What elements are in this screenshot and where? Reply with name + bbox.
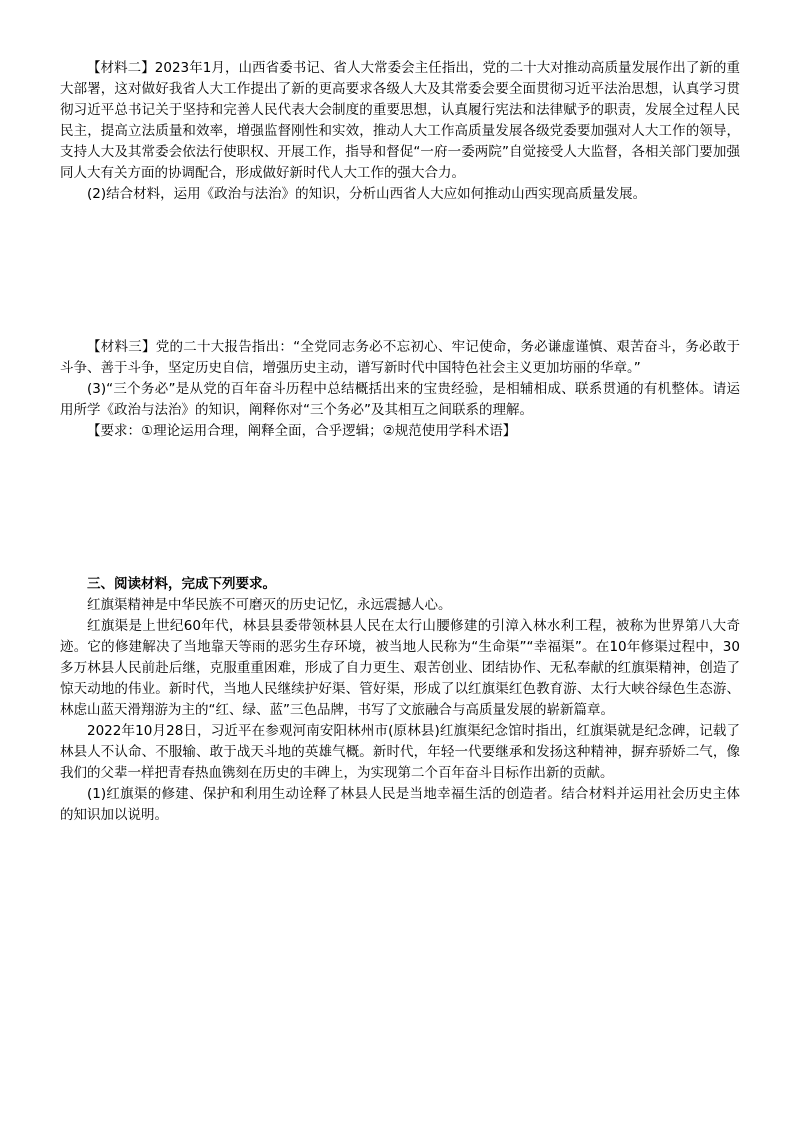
answer-space-2[interactable]: [60, 205, 740, 337]
material2-text: 【材料二】2023年1月，山西省委书记、省人大常委会主任指出，党的二十大对推动高质量发展作出了新的重大部署，这对做好我省人大工作提出了新的更高要求各级人大及其常委会要全面贯彻习近平法治思想，认真学习贯彻习近平总书记关于坚持和完善人民代表大会制度的重要思想，认真履行宪法和法律赋予的职责，发展全过程人民民主，提高立法质量和效率，增强监督刚性和实效，推动人大工作高质量发展各级党委要加强对人大工作的领导，支持人大及其常委会依法行使职权、开展工作，指导和督促“一府一委两院”自觉接受人大监督，各相关部门要加强同人大有关方面的协调配合，形成做好新时代人大工作的强大合力。: [60, 60, 740, 181]
section3-para1: 红旗渠精神是中华民族不可磨灭的历史记忆，永远震撼人心。: [87, 597, 452, 613]
material3-text: 【材料三】党的二十大报告指出：“全党同志务必不忘初心、牢记使命，务必谦虚谨慎、艰苦奋斗，务必敢于斗争、善于斗争，坚定历史自信，增强历史主动，谱写新时代中国特色社会主义更加坊丽的华章。”: [60, 339, 740, 376]
material3-requirement: 【要求：①理论运用合理，阐释全面，合乎逻辑；②规范使用学科术语】: [87, 423, 517, 439]
section3-para3: 2022年10月28日，习近平在参观河南安阳林州市(原林县)红旗渠纪念馆时指出，红旗渠就是纪念碑，记载了林县人不认命、不服输、敢于战天斗地的英雄气概。新时代，年轻一代要继承和发扬这种精神，摒弃骄娇二气，像我们的父辈一样把青春热血镌刻在历史的丰碑上，为实现第二个百年奋斗目标作出新的贡献。: [60, 723, 740, 781]
section3-para2: 红旗渠是上世纪60年代，林县县委带领林县人民在太行山腰修建的引漳入林水利工程，被称为世界第八大奇迹。它的修建解决了当地靠天等雨的恶劣生存环境，被当地人民称为“生命渠”“幸福渠”。在10年修渠过程中，30多万林县人民前赴后继，克服重重困难，形成了自力更生、艰苦创业、团结协作、无私奉献的红旗渠精神，创造了惊天动地的伟业。新时代，当地人民继续护好渠、管好渠，形成了以红旗渠红色教育游、太行大峡谷绿色生态游、林虑山蓝天滑翔游为主的“红、绿、蓝”三色品牌，书写了文旅融合与高质量发展的崭新篇章。: [60, 618, 740, 718]
document-page: [60, 58, 740, 826]
section3-title: 三、阅读材料，完成下列要求。: [87, 576, 276, 592]
material3-question: (3)“三个务必”是从党的百年奋斗历程中总结概括出来的宝贵经验，是相辅相成、联系贯通的有机整体。请运用所学《政治与法治》的知识，阐释你对“三个务必”及其相互之间联系的理解。: [60, 381, 740, 418]
material2-question: (2)结合材料，运用《政治与法治》的知识，分析山西省人大应如何推动山西实现高质量发展。: [87, 186, 647, 202]
section3-question: (1)红旗渠的修建、保护和利用生动诠释了林县人民是当地幸福生活的创造者。结合材料并运用社会历史主体的知识加以说明。: [60, 786, 740, 823]
answer-space-3[interactable]: [60, 442, 740, 574]
